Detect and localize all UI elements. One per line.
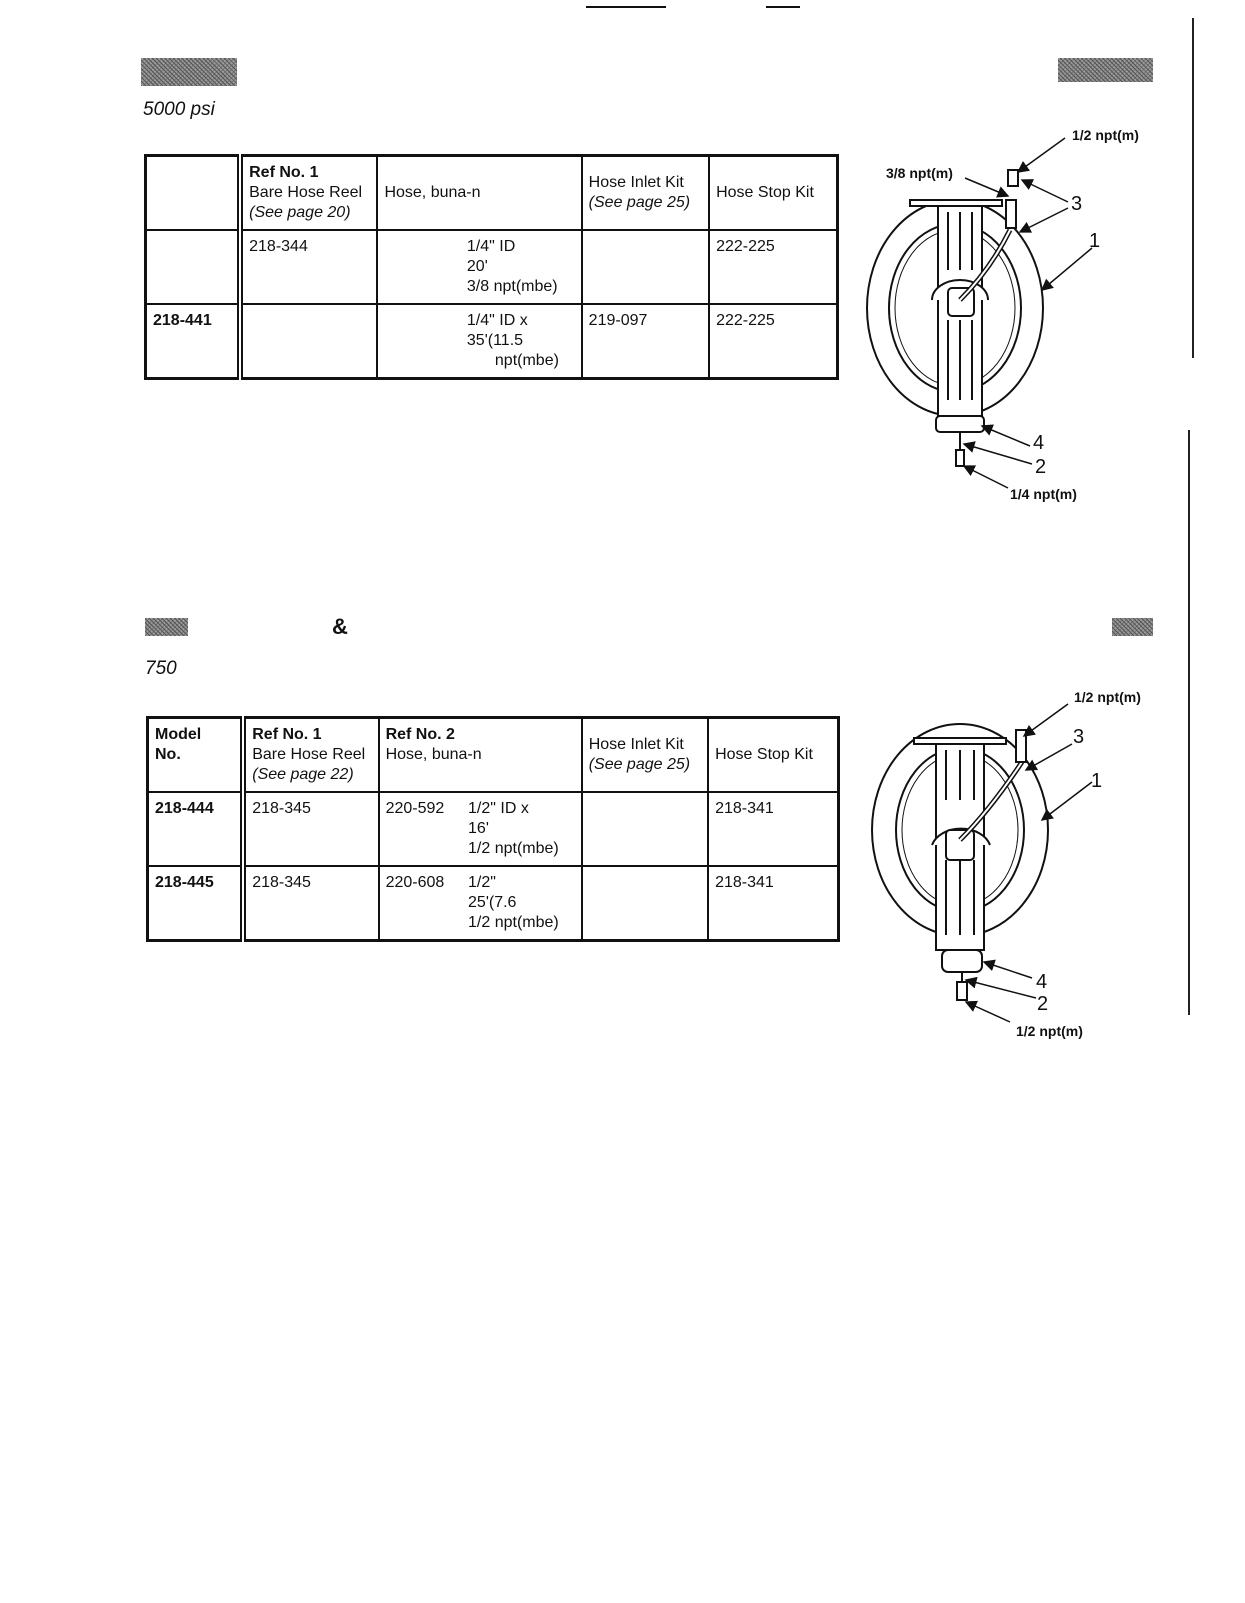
hose-part-number: 220-608: [385, 874, 445, 891]
stop-kit-cell: 218-341: [708, 866, 838, 941]
hose-fitting: 1/2 npt(mbe): [468, 840, 559, 857]
hose-size: 1/2": [468, 874, 496, 891]
table-row: [146, 230, 838, 304]
section1-heading-marker-left: [141, 58, 237, 86]
inlet-kit-header: [582, 156, 709, 231]
ref1-desc: Bare Hose Reel: [252, 746, 366, 763]
inlet-kit-title: Hose Inlet Kit: [588, 736, 684, 753]
hose-cell: [377, 304, 581, 379]
reel-cell: [240, 304, 377, 379]
hose-size: 1/2" ID x: [468, 800, 529, 817]
model-header: [148, 718, 244, 793]
model-cell: 218-441: [146, 304, 241, 379]
model-header: [146, 156, 241, 231]
stop-kit-cell: 222-225: [709, 304, 837, 379]
inlet-kit-page-ref: (See page 25): [588, 194, 691, 211]
hose-fitting: 1/2 npt(mbe): [468, 914, 559, 931]
hose-part-number: 220-592: [385, 800, 445, 817]
hose-cell: [377, 230, 581, 304]
table-header-row: [146, 156, 838, 231]
diagram1-side-fitting-label: 3/8 npt(m): [886, 165, 953, 181]
diagram2-top-fitting-label: 1/2 npt(m): [1074, 689, 1141, 705]
diagram2-callout-3: 3: [1073, 726, 1085, 748]
diagram1-top-fitting-label: 1/2 npt(m): [1072, 127, 1139, 143]
model-header-line2: No.: [155, 746, 181, 763]
diagram2-callout-4: 4: [1036, 971, 1048, 993]
diagram2-callout-1: 1: [1091, 770, 1103, 792]
table-row: [148, 792, 839, 866]
model-cell: 218-444: [148, 792, 244, 866]
hose-length: 25'(7.6: [468, 894, 517, 911]
diagram1-callout-1: 1: [1089, 230, 1101, 252]
ref1-page-ref: (See page 20): [249, 204, 351, 221]
hose-fitting: npt(mbe): [494, 352, 559, 369]
section1-parts-table: [144, 154, 839, 380]
model-cell: 218-445: [148, 866, 244, 941]
inlet-kit-cell: [582, 230, 709, 304]
diagram1-bottom-fitting-label: 1/4 npt(m): [1010, 486, 1077, 502]
section1-heading-marker-right: [1058, 58, 1153, 82]
ref2-title: Ref No. 2: [385, 726, 455, 743]
model-header-line1: Model: [155, 726, 202, 743]
hose-desc: Hose, buna-n: [385, 746, 482, 763]
model-cell: [146, 230, 241, 304]
stop-kit-header: Hose Stop Kit: [709, 156, 837, 231]
inlet-kit-cell: 219-097: [582, 304, 709, 379]
hose-description: [467, 237, 558, 297]
section2-heading-marker-left: [145, 618, 188, 636]
hose-header: [379, 718, 582, 793]
header-rule-right: [766, 6, 800, 8]
hose-reel-diagram-2: [860, 690, 1160, 1050]
hose-description: [467, 311, 559, 371]
ref1-header: [240, 156, 377, 231]
inlet-kit-title: Hose Inlet Kit: [588, 174, 684, 191]
diagram1-callout-4: 4: [1033, 432, 1045, 454]
hose-size: 1/4" ID x: [466, 312, 528, 329]
stop-kit-cell: 218-341: [708, 792, 838, 866]
diagram2-bottom-fitting-label: 1/2 npt(m): [1016, 1023, 1083, 1039]
section2-heading-ampersand: &: [332, 614, 348, 639]
table-header-row: [148, 718, 839, 793]
section1-pressure: 5000 psi: [143, 99, 215, 120]
hose-description: [468, 873, 559, 933]
reel-cell: 218-344: [240, 230, 377, 304]
ref1-page-ref: (See page 22): [252, 766, 354, 783]
diagram2-callout-2: 2: [1037, 993, 1049, 1015]
ref1-header: [243, 718, 378, 793]
inlet-kit-cell: [582, 866, 708, 941]
hose-cell: [379, 792, 582, 866]
reel-cell: 218-345: [243, 792, 378, 866]
diagram1-callout-2: 2: [1035, 456, 1047, 478]
reel-cell: 218-345: [243, 866, 378, 941]
ref1-title: Ref No. 1: [249, 164, 319, 181]
section2-heading-marker-right: [1112, 618, 1153, 636]
hose-description: [468, 799, 559, 859]
ref1-title: Ref No. 1: [252, 726, 322, 743]
margin-rule-bottom: [1188, 430, 1190, 1015]
inlet-kit-page-ref: (See page 25): [588, 756, 691, 773]
hose-header: Hose, buna-n: [377, 156, 581, 231]
stop-kit-header: Hose Stop Kit: [708, 718, 838, 793]
stop-kit-cell: 222-225: [709, 230, 837, 304]
hose-cell: [379, 866, 582, 941]
section2-parts-table: [146, 716, 840, 942]
hose-length: 20': [466, 258, 488, 275]
table-row: [148, 866, 839, 941]
hose-length: 35'(11.5: [466, 332, 524, 349]
inlet-kit-header: [582, 718, 708, 793]
section2-pressure: 750: [145, 658, 177, 679]
hose-fitting: 3/8 npt(mbe): [466, 278, 558, 295]
header-rule-left: [586, 6, 666, 8]
hose-length: 16': [468, 820, 489, 837]
hose-size: 1/4" ID: [466, 238, 516, 255]
inlet-kit-cell: [582, 792, 708, 866]
ref1-desc: Bare Hose Reel: [249, 184, 363, 201]
table-row: [146, 304, 838, 379]
diagram1-callout-3: 3: [1071, 193, 1083, 215]
margin-rule-top: [1192, 18, 1194, 358]
